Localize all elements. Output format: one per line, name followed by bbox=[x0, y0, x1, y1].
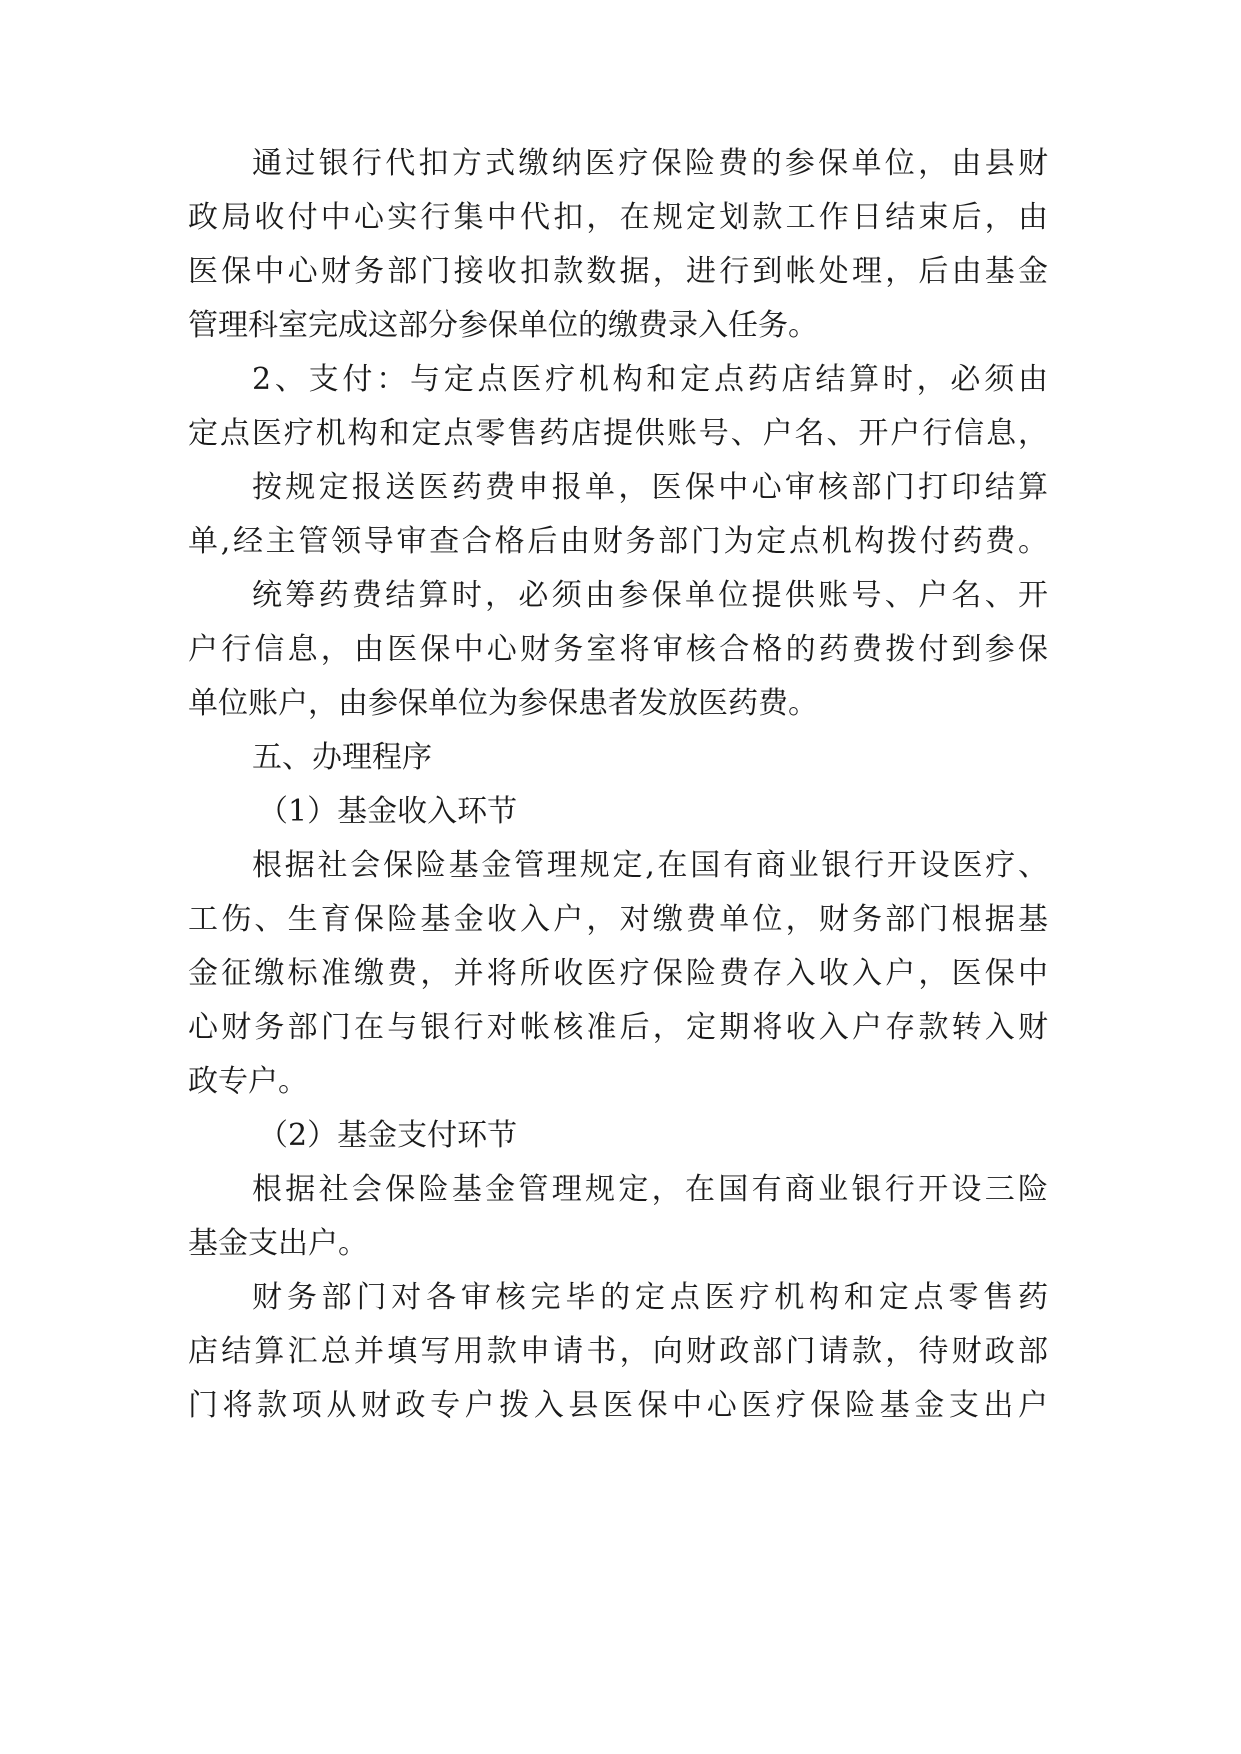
subsection-heading: （2）基金支付环节 bbox=[258, 1118, 518, 1153]
paragraph-line: 医保中心财务部门接收扣款数据，进行到帐处理，后由基金 bbox=[188, 254, 1048, 289]
paragraph-line: 根据社会保险基金管理规定,在国有商业银行开设医疗、 bbox=[252, 848, 1048, 883]
paragraph-line: 按规定报送医药费申报单，医保中心审核部门打印结算 bbox=[252, 470, 1048, 505]
subsection-heading: （1）基金收入环节 bbox=[258, 794, 518, 829]
paragraph-line: 单,经主管领导审查合格后由财务部门为定点机构拨付药费。 bbox=[188, 524, 1048, 559]
paragraph-line: 单位账户，由参保单位为参保患者发放医药费。 bbox=[188, 686, 818, 721]
section-heading: 五、办理程序 bbox=[252, 740, 432, 775]
paragraph-line: 门将款项从财政专户拨入县医保中心医疗保险基金支出户 bbox=[188, 1388, 1048, 1423]
paragraph-line: 基金支出户。 bbox=[188, 1226, 368, 1261]
paragraph-line: 通过银行代扣方式缴纳医疗保险费的参保单位，由县财 bbox=[252, 146, 1048, 181]
paragraph-line: 根据社会保险基金管理规定，在国有商业银行开设三险 bbox=[252, 1172, 1048, 1207]
paragraph-line: 财务部门对各审核完毕的定点医疗机构和定点零售药 bbox=[252, 1280, 1048, 1315]
paragraph-line: 店结算汇总并填写用款申请书，向财政部门请款，待财政部 bbox=[188, 1334, 1048, 1369]
paragraph-line: 金征缴标准缴费，并将所收医疗保险费存入收入户，医保中 bbox=[188, 956, 1048, 991]
paragraph-line: 工伤、生育保险基金收入户，对缴费单位，财务部门根据基 bbox=[188, 902, 1048, 937]
paragraph-line: 2、支付：与定点医疗机构和定点药店结算时，必须由 bbox=[252, 362, 1048, 397]
paragraph-line: 政局收付中心实行集中代扣，在规定划款工作日结束后，由 bbox=[188, 200, 1048, 235]
paragraph-line: 管理科室完成这部分参保单位的缴费录入任务。 bbox=[188, 308, 818, 343]
paragraph-line: 心财务部门在与银行对帐核准后，定期将收入户存款转入财 bbox=[188, 1010, 1048, 1045]
paragraph-line: 定点医疗机构和定点零售药店提供账号、户名、开户行信息， bbox=[188, 416, 1048, 451]
paragraph-line: 户行信息，由医保中心财务室将审核合格的药费拨付到参保 bbox=[188, 632, 1048, 667]
paragraph-line: 政专户。 bbox=[188, 1064, 308, 1099]
paragraph-line: 统筹药费结算时，必须由参保单位提供账号、户名、开 bbox=[252, 578, 1048, 613]
